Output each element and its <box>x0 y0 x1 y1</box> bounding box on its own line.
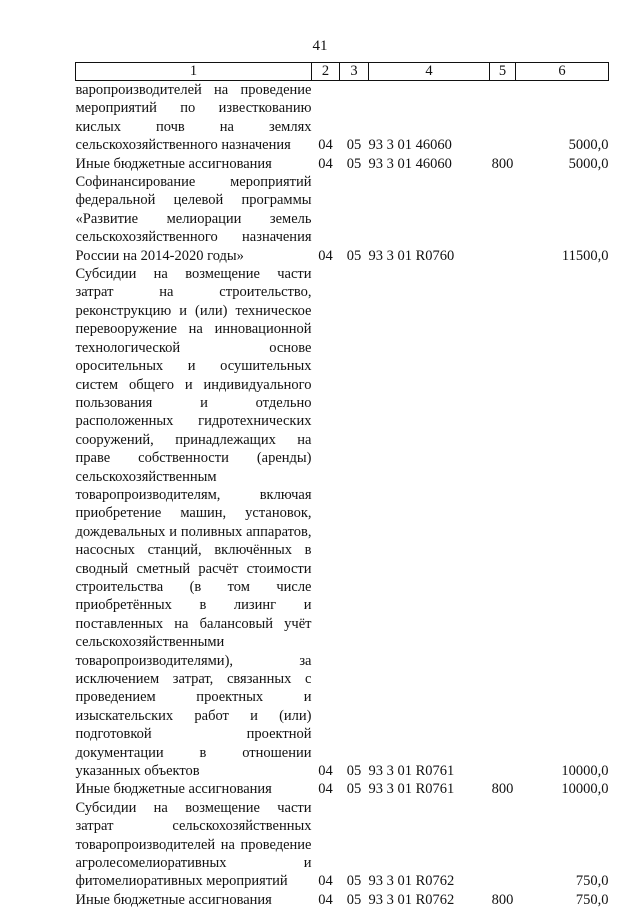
row-expense-type: 800 <box>491 155 514 172</box>
row-expense-type <box>490 265 516 780</box>
column-header-6: 6 <box>516 63 609 81</box>
row-subsection: 05 <box>346 155 362 172</box>
row-amount: 5000,0 <box>568 137 609 154</box>
table-row <box>76 265 609 780</box>
column-header-3: 3 <box>340 63 369 81</box>
row-section: 04 <box>318 891 333 908</box>
table-row <box>76 81 609 155</box>
row-amount: 750,0 <box>575 891 609 908</box>
row-expense-type <box>490 799 516 891</box>
row-subsection: 05 <box>346 873 362 890</box>
row-target-code: 93 3 01 46060 <box>368 137 452 154</box>
row-section: 04 <box>318 155 333 172</box>
row-name: Субсидии на возмещение части затрат на строительство, реконструкцию и (или) техническое перевооружение на инновационной технологической основе оросительных и осушительных систем общего и индивидуального пользования и отдельно расположенных гидротехнических сооружений, принадлежащих на праве собственности (аренды) сельскохозяйственным товаропроизводителям, включая приобретение машин, установок, дождевальных и поливных аппаратов, насосных станций, включённых в сводный сметный расчёт стоимости строительства (в том числе приобретённых в лизинг и поставленных на балансовый учёт сельскохозяйственными товаропроизводителями), за исключением затрат, связанных с проведением проектных и изыскательских работ и (или) подготовкой проектной документации в отношении указанных объектов <box>75 266 312 780</box>
row-section: 04 <box>318 873 333 890</box>
row-target-code: 93 3 01 46060 <box>368 155 452 172</box>
row-name: Субсидии на возмещение части затрат сельскохозяйственных товаропроизводителей на проведение агролесомелиоративных и фитомелиоративных мероприятий <box>75 799 312 890</box>
row-expense-type <box>490 173 516 265</box>
row-amount: 10000,0 <box>561 781 609 798</box>
budget-table <box>75 62 609 909</box>
column-header-5: 5 <box>490 63 516 81</box>
column-header-4: 4 <box>369 63 490 81</box>
row-expense-type: 800 <box>491 781 514 798</box>
row-subsection: 05 <box>346 763 362 780</box>
row-subsection: 05 <box>346 247 362 264</box>
row-amount: 750,0 <box>575 873 609 890</box>
row-subsection: 05 <box>346 781 362 798</box>
row-amount: 11500,0 <box>561 247 609 264</box>
page-number: 41 <box>312 38 328 54</box>
row-amount: 5000,0 <box>568 155 609 172</box>
table-row <box>76 891 609 909</box>
row-name: варопроизводителей на проведение мероприятий по известкованию кислых почв на землях сельскохозяйственного назначения <box>75 82 312 154</box>
row-subsection: 05 <box>346 891 362 908</box>
table-row <box>76 173 609 265</box>
row-amount: 10000,0 <box>561 763 609 780</box>
row-section: 04 <box>318 781 333 798</box>
row-subsection: 05 <box>346 137 362 154</box>
row-name: Софинансирование мероприятий федеральной целевой программы «Развитие мелиорации земель сельскохозяйственного назначения России на 2014-2020 годы» <box>75 174 312 264</box>
row-target-code: 93 3 01 R0761 <box>368 781 455 798</box>
table-header-row <box>76 63 609 81</box>
row-section: 04 <box>318 137 333 154</box>
row-expense-type <box>490 81 516 155</box>
row-target-code: 93 3 01 R0762 <box>368 873 455 890</box>
row-name: Иные бюджетные ассигнования <box>75 891 272 908</box>
row-section: 04 <box>318 763 333 780</box>
row-target-code: 93 3 01 R0760 <box>368 247 455 264</box>
column-header-2: 2 <box>312 63 340 81</box>
table-row <box>76 799 609 891</box>
row-name: Иные бюджетные ассигнования <box>75 155 272 172</box>
row-expense-type: 800 <box>491 891 514 908</box>
row-target-code: 93 3 01 R0761 <box>368 763 455 780</box>
table-row <box>76 780 609 798</box>
table-row <box>76 155 609 173</box>
row-target-code: 93 3 01 R0762 <box>368 891 455 908</box>
row-section: 04 <box>318 247 333 264</box>
column-header-1: 1 <box>76 63 312 81</box>
row-name: Иные бюджетные ассигнования <box>75 781 272 798</box>
